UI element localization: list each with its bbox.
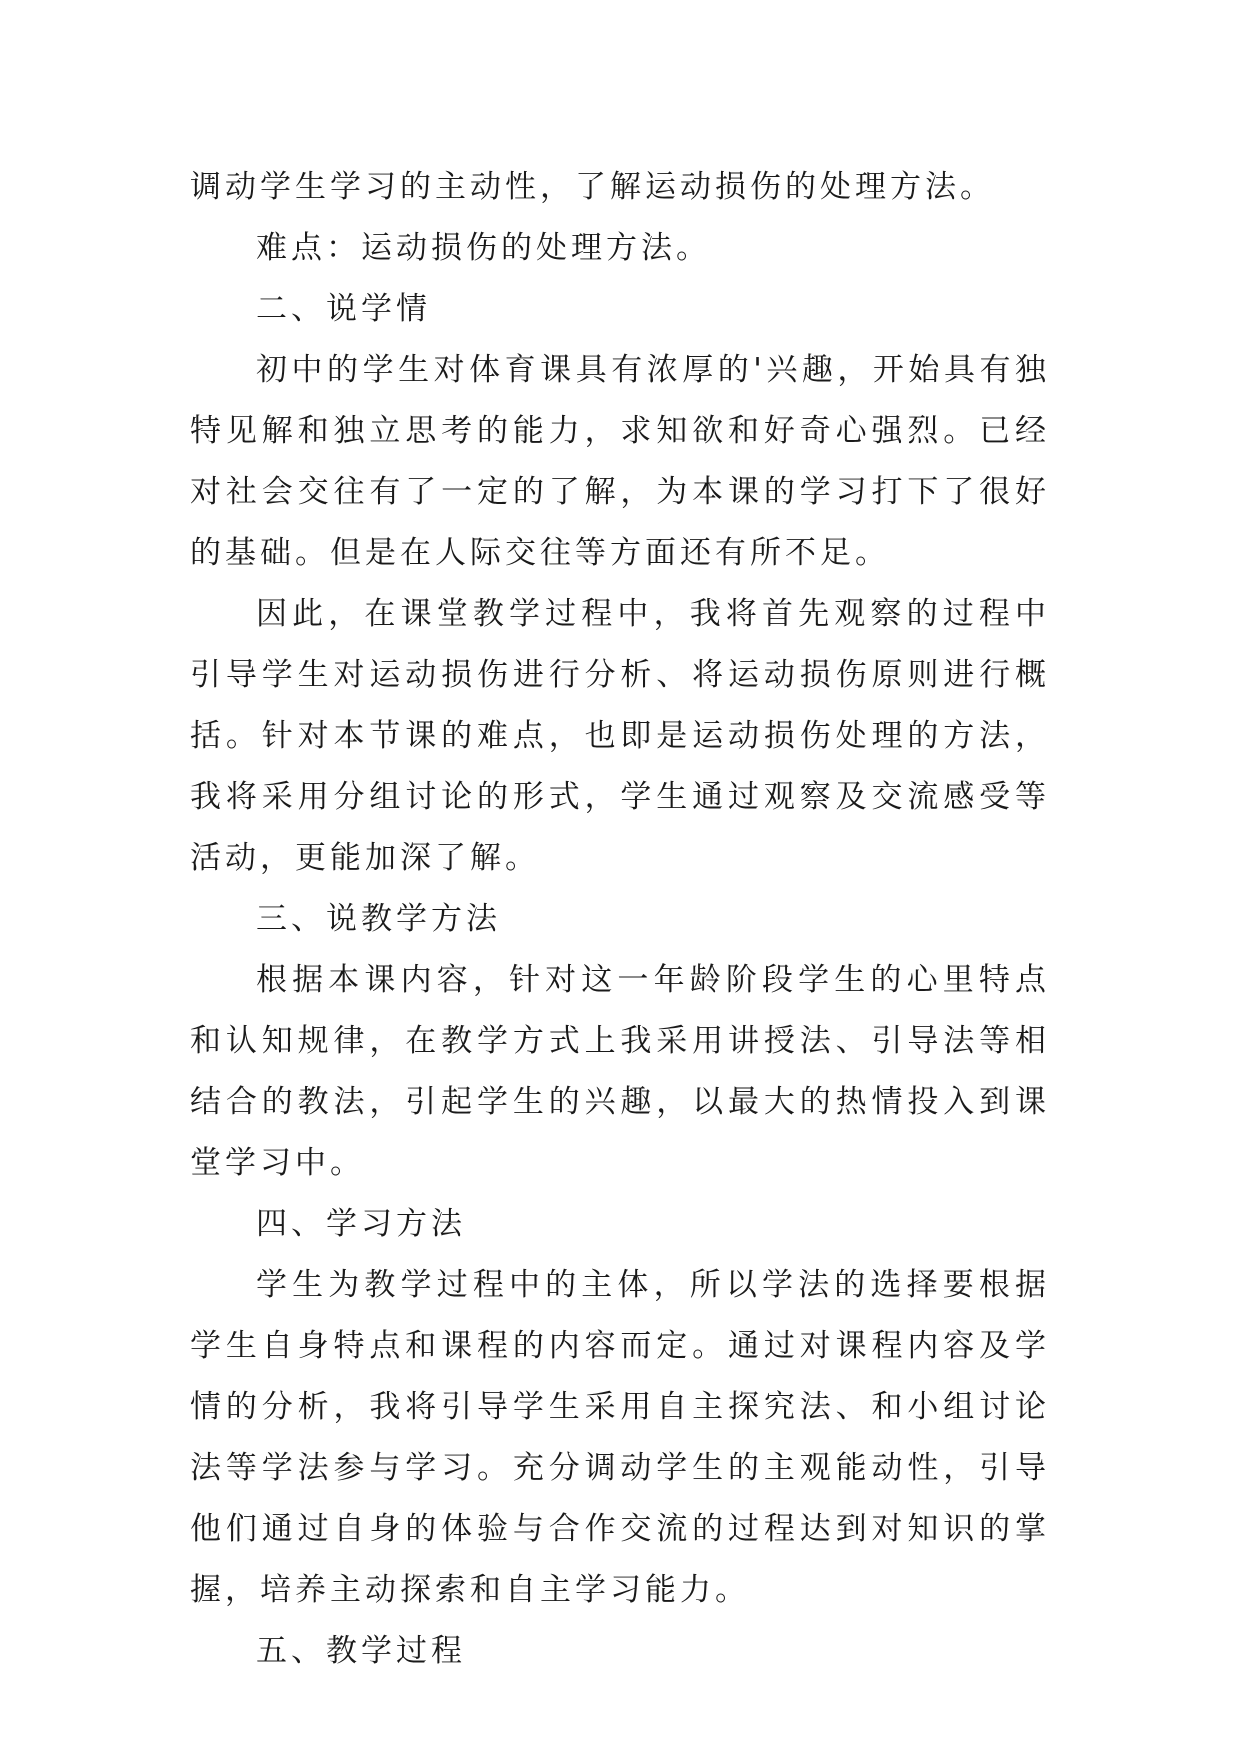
paragraph-difficulty: 难点：运动损伤的处理方法。 — [256, 230, 711, 266]
paragraph-student-analysis: 初中的学生对体育课具有浓厚的'兴趣，开始具有独特见解和独立思考的能力，求知欲和好奇心强烈。已经对社会交往有了一定的了解，为本课的学习打下了很好的基础。但是在人际交往等方面还有所不足。 — [190, 352, 1050, 571]
heading-teaching-methods: 三、说教学方法 — [256, 901, 501, 937]
paragraph-therefore: 因此，在课堂教学过程中，我将首先观察的过程中引导学生对运动损伤进行分析、将运动损伤原则进行概括。针对本节课的难点，也即是运动损伤处理的方法，我将采用分组讨论的形式，学生通过观察及交流感受等活动，更能加深了解。 — [190, 596, 1050, 876]
heading-student-analysis: 二、说学情 — [256, 291, 431, 327]
document-body — [190, 157, 1050, 1682]
paragraph-teaching-methods: 根据本课内容，针对这一年龄阶段学生的心里特点和认知规律，在教学方式上我采用讲授法、引导法等相结合的教法，引起学生的兴趣，以最大的热情投入到课堂学习中。 — [190, 962, 1050, 1181]
paragraph-learning-methods: 学生为教学过程中的主体，所以学法的选择要根据学生自身特点和课程的内容而定。通过对课程内容及学情的分析，我将引导学生采用自主探究法、和小组讨论法等学法参与学习。充分调动学生的主观能动性，引导他们通过自身的体验与合作交流的过程达到对知识的掌握，培养主动探索和自主学习能力。 — [190, 1267, 1050, 1608]
paragraph-continuation: 调动学生学习的主动性，了解运动损伤的处理方法。 — [190, 169, 995, 205]
heading-learning-methods: 四、学习方法 — [256, 1206, 466, 1242]
heading-teaching-process: 五、教学过程 — [256, 1633, 466, 1669]
